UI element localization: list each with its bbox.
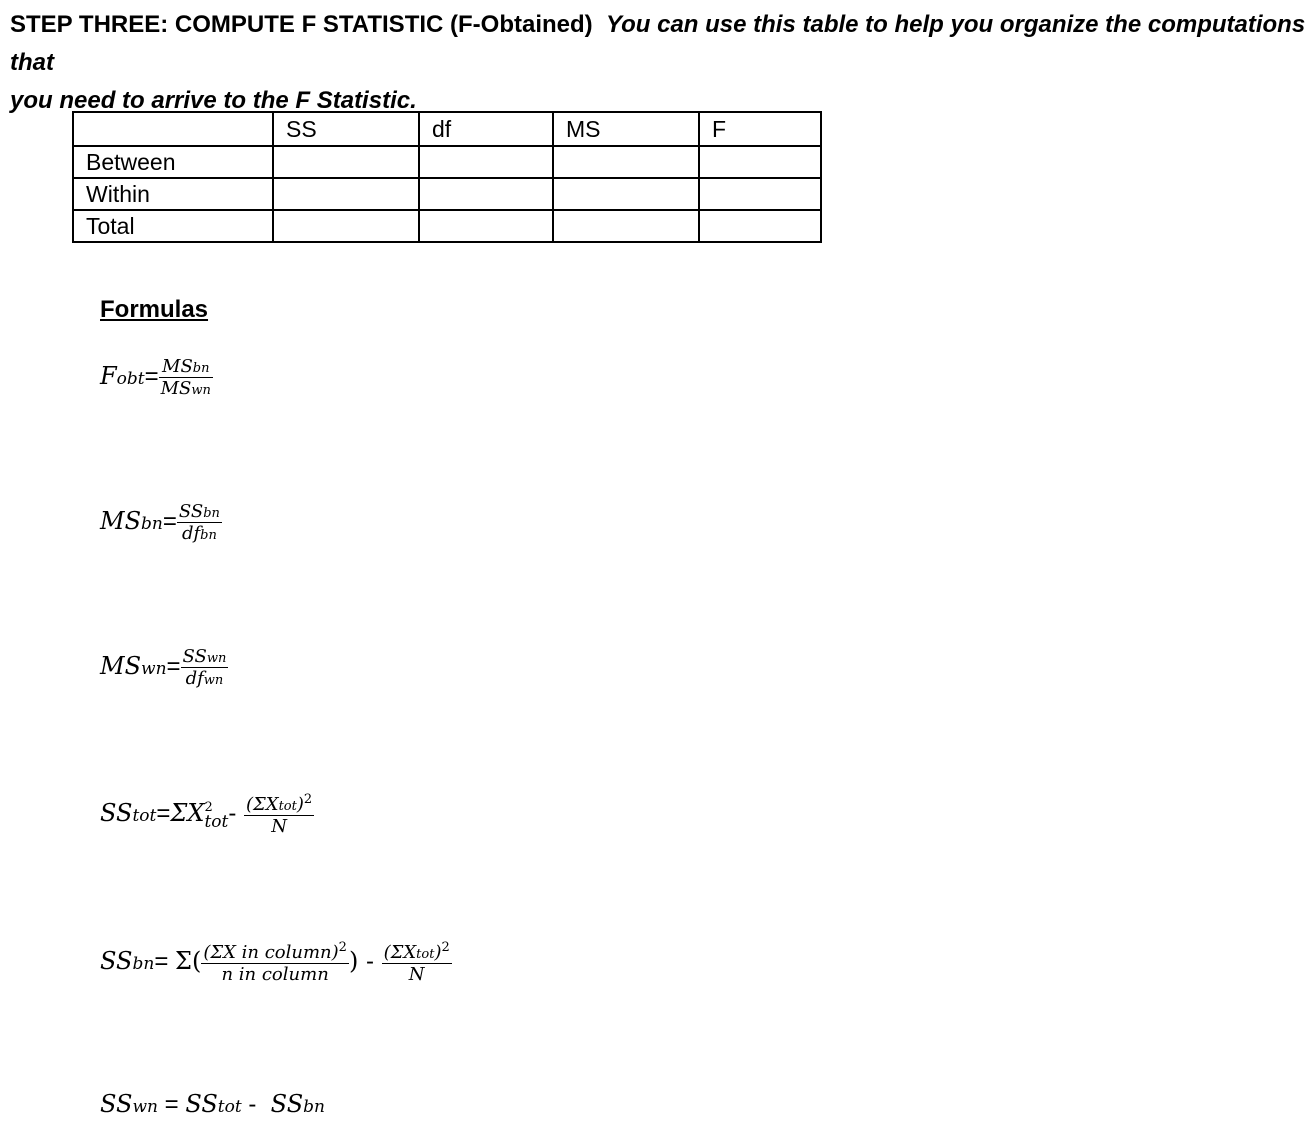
table-header-row [73, 112, 821, 146]
ss-bn-lhs-sub: bn [132, 954, 155, 974]
heading-instruction-1: You can use this table to help you organize the computations that [10, 11, 1306, 76]
ss-wn-a-sub: tot [217, 1097, 242, 1117]
f-obt-den: MS [160, 378, 192, 399]
formula-ss-bn [100, 940, 452, 985]
header-cell-ms: MS [553, 112, 699, 146]
header-cell-f: F [699, 112, 821, 146]
ss-bn-open: Σ( [175, 947, 202, 975]
ss-wn-lhs-sub: wn [132, 1097, 158, 1117]
row-label-total: Total [73, 210, 273, 242]
ss-bn-den: n in column [221, 964, 329, 985]
ss-wn-b: SS [270, 1090, 304, 1118]
ss-tot-num-sub: tot [278, 799, 297, 814]
ss-bn-num: (ΣX in column) [203, 942, 339, 963]
row-label-between: Between [73, 146, 273, 178]
ms-bn-eq: = [162, 508, 177, 535]
row-label-within: Within [73, 178, 273, 210]
f-obt-lhs-sub: obt [116, 369, 145, 389]
ss-bn-lhs: SS [100, 947, 133, 975]
ss-bn-close: ) [348, 947, 359, 975]
header-cell-blank [73, 112, 273, 146]
ss-wn-a: SS [185, 1090, 218, 1118]
ss-tot-sum-term: ΣX [170, 799, 205, 827]
ss-tot-sum-sub: tot [204, 811, 229, 832]
formula-f-obt [100, 356, 213, 399]
ms-wn-lhs-sub: wn [141, 659, 167, 679]
ss-wn-lhs: SS [100, 1090, 133, 1118]
cell-within-ss[interactable] [273, 178, 419, 210]
ms-wn-lhs: MS [100, 652, 142, 680]
ss-tot-lhs-sub: tot [132, 806, 157, 826]
table-row-within [73, 178, 821, 210]
cell-within-ms[interactable] [553, 178, 699, 210]
ss-bn-eq: = [154, 948, 175, 975]
step-three-heading [10, 6, 1310, 120]
f-obt-num-sub: bn [192, 361, 210, 376]
ss-tot-den: N [271, 816, 287, 837]
header-cell-df: df [419, 112, 553, 146]
formulas-title: Formulas [100, 296, 209, 323]
ss-bn-fraction-1 [201, 940, 349, 985]
ms-bn-den: df [181, 523, 201, 544]
ms-bn-den-sub: bn [200, 528, 217, 543]
ms-bn-num: SS [178, 501, 204, 522]
formula-ss-tot [100, 792, 314, 837]
ms-wn-fraction [181, 646, 229, 689]
table-row-between [73, 146, 821, 178]
f-obt-num: MS [162, 356, 193, 377]
ss-bn-fraction-2 [382, 940, 452, 985]
formula-ss-wn [100, 1090, 325, 1119]
ms-bn-num-sub: bn [203, 506, 220, 521]
ss-tot-eq: = [156, 800, 171, 827]
ss-bn-num2: (ΣX [383, 942, 417, 963]
cell-between-ms[interactable] [553, 146, 699, 178]
formula-ms-bn [100, 501, 222, 544]
ms-wn-num-sub: wn [206, 651, 227, 666]
ss-wn-eq: = [157, 1091, 186, 1118]
ss-tot-minus: - [228, 800, 237, 827]
cell-between-f[interactable] [699, 146, 821, 178]
ss-tot-num-close: ) [296, 794, 304, 815]
table-row-total [73, 210, 821, 242]
cell-total-ms[interactable] [553, 210, 699, 242]
cell-within-df[interactable] [419, 178, 553, 210]
ss-tot-num: (ΣX [246, 794, 279, 815]
ms-wn-eq: = [166, 653, 181, 680]
heading-bold: STEP THREE: COMPUTE F STATISTIC (F-Obtained) [10, 11, 593, 38]
ms-wn-num: SS [182, 646, 207, 667]
ss-tot-lhs: SS [100, 799, 133, 827]
ss-bn-den2: N [408, 964, 425, 985]
ss-tot-fraction [244, 792, 314, 837]
cell-total-df[interactable] [419, 210, 553, 242]
anova-table [72, 111, 822, 243]
cell-within-f[interactable] [699, 178, 821, 210]
f-obt-eq: = [144, 363, 159, 390]
heading-instruction-2: you need to arrive to the F Statistic. [10, 87, 417, 114]
cell-total-ss[interactable] [273, 210, 419, 242]
formula-ms-wn [100, 646, 228, 689]
ss-bn-num2-sup: 2 [441, 940, 450, 955]
f-obt-lhs: F [100, 362, 117, 390]
header-cell-ss: SS [273, 112, 419, 146]
cell-between-ss[interactable] [273, 146, 419, 178]
ms-wn-den: df [185, 668, 204, 689]
ss-tot-num-sup: 2 [303, 792, 313, 807]
ms-bn-lhs: MS [100, 507, 142, 535]
ss-bn-num-sup: 2 [338, 940, 347, 955]
f-obt-den-sub: wn [191, 383, 211, 398]
ss-bn-num2-close: ) [434, 942, 442, 963]
ss-wn-minus: - [241, 1091, 264, 1118]
ss-wn-b-sub: bn [303, 1097, 325, 1117]
cell-between-df[interactable] [419, 146, 553, 178]
ms-bn-fraction [177, 501, 222, 544]
ss-bn-num2-sub: tot [416, 947, 435, 962]
ms-bn-lhs-sub: bn [141, 514, 163, 534]
f-obt-fraction [159, 356, 213, 399]
ss-bn-minus: - [365, 948, 374, 975]
ms-wn-den-sub: wn [203, 673, 224, 688]
cell-total-f[interactable] [699, 210, 821, 242]
ss-tot-sum-sup: 2 [204, 799, 213, 815]
